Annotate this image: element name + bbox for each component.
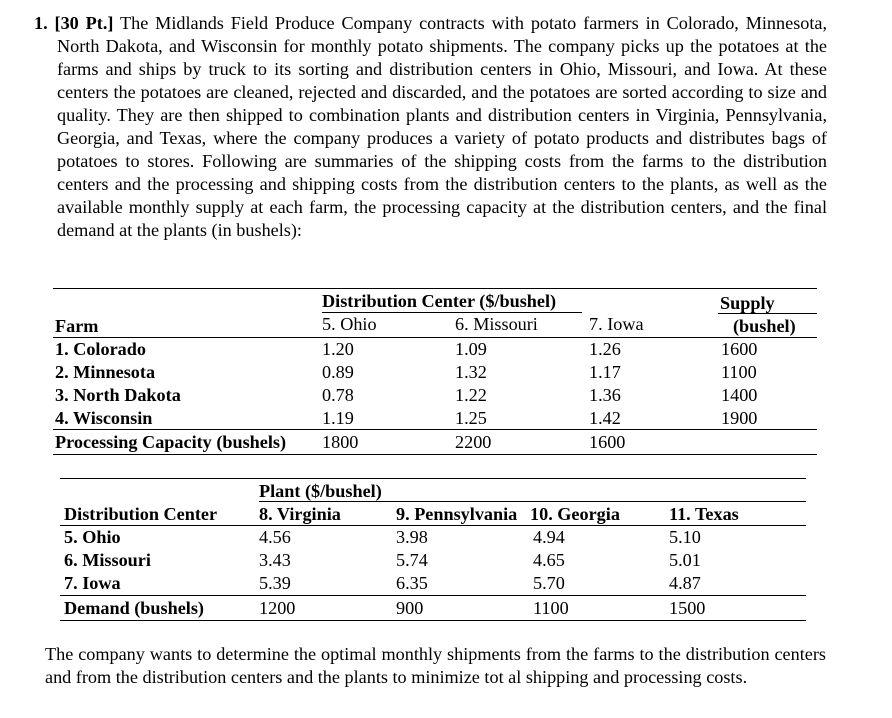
table2-cell: 4.56: [259, 527, 291, 547]
problem-paragraph: [34, 12, 827, 242]
closing-paragraph: The company wants to determine the optimal monthly shipments from the farms to the distribution centers and from the distribution centers and the plants to minimize tot al shipping and processing costs.: [45, 644, 826, 687]
table2-cell: 3.43: [259, 550, 291, 570]
table1-cell: 1.32: [455, 362, 487, 382]
table2-col-georgia: 10. Georgia: [530, 504, 620, 524]
table1-cell: 1.26: [589, 339, 621, 359]
table1-col-missouri: 6. Missouri: [455, 314, 538, 334]
table1-col-iowa: 7. Iowa: [589, 314, 644, 334]
table1-supply-header: Supply: [720, 293, 775, 313]
table2-row-header: Distribution Center: [64, 504, 218, 524]
table1-header-rule: [53, 337, 817, 338]
table1-row-label: 2. Minnesota: [55, 362, 156, 382]
table1-top-rule: [53, 288, 817, 289]
table1-cell: 1.19: [322, 408, 354, 428]
table2-row-label: 7. Iowa: [64, 573, 121, 593]
table1-group-header: Distribution Center ($/bushel): [322, 291, 557, 311]
table1-supply-cell: 1900: [721, 408, 758, 428]
table2-cell: 3.98: [396, 527, 428, 547]
table1-row-label: 4. Wisconsin: [55, 408, 153, 428]
table1-capacity-cell: 2200: [455, 432, 492, 452]
table1-cell: 1.25: [455, 408, 487, 428]
table2-cell: 4.94: [533, 527, 565, 547]
table2-bottom-rule: [60, 620, 806, 621]
table2-row-label: 5. Ohio: [64, 527, 121, 547]
table2-cell: 5.01: [669, 550, 701, 570]
table1-capacity-cell: 1600: [589, 432, 626, 452]
table1-bottom-rule: [53, 454, 817, 455]
problem-text: The Midlands Field Produce Company contracts with potato farmers in Colorado, Minnesota, North Dakota, and Wisconsin for monthly potato shipments. The company picks up the potatoes at the farms and ships by truck to its sorting and distribution centers in Ohio, Missouri, and Iowa. At these centers the potatoes are cleaned, rejected and discarded, and the potatoes are sorted according to size and quality. They are then shipped to combination plants and distribution centers in Virginia, Pennsylvania, Georgia, and Texas, where the company produces a variety of potato products and distributes bags of potatoes to stores. Following are summaries of the shipping costs from the farms to the distribution centers and the processing and shipping costs from the distribution centers to the plants, as well as the available monthly supply at each farm, the processing capacity at the distribution centers, and the final demand at the plants (in bushels):: [57, 13, 828, 240]
table1-cell: 0.89: [322, 362, 354, 382]
table1-cell: 1.36: [589, 385, 621, 405]
table1-body-rule: [53, 429, 817, 430]
problem-statement: [34, 12, 827, 242]
table2-demand-cell: 1500: [669, 598, 706, 618]
table2-col-virginia: 8. Virginia: [259, 504, 341, 524]
table2-cell: 4.65: [533, 550, 565, 570]
table2-group-rule: [259, 501, 806, 502]
table2-cell: 4.87: [669, 573, 701, 593]
table2-cell: 5.39: [259, 573, 291, 593]
table2-demand-cell: 1100: [533, 598, 569, 618]
table2-col-texas: 11. Texas: [669, 504, 739, 524]
table2-cell: 6.35: [396, 573, 428, 593]
table1-row-header: Farm: [55, 316, 99, 336]
table1-supply-rule: [718, 313, 817, 314]
table1-cell: 1.22: [455, 385, 487, 405]
table2-body-rule: [60, 595, 806, 596]
table1-capacity-label: Processing Capacity (bushels): [55, 432, 287, 452]
table1-supply-unit: (bushel): [733, 316, 796, 336]
table2-demand-cell: 900: [396, 598, 424, 618]
table2-col-pennsylvania: 9. Pennsylvania: [396, 504, 518, 524]
table2-cell: 5.74: [396, 550, 428, 570]
table1-cell: 1.42: [589, 408, 621, 428]
table2-top-rule: [60, 478, 806, 479]
table1-cell: 1.20: [322, 339, 354, 359]
table1-cell: 1.09: [455, 339, 487, 359]
table1-capacity-cell: 1800: [322, 432, 359, 452]
table1-supply-cell: 1400: [721, 385, 758, 405]
table2-group-header: Plant ($/bushel): [259, 481, 382, 501]
problem-points: [30 Pt.]: [54, 13, 114, 33]
table2-cell: 5.70: [533, 573, 565, 593]
table1-cell: 0.78: [322, 385, 354, 405]
table2-demand-cell: 1200: [259, 598, 296, 618]
problem-number: 1.: [34, 13, 48, 33]
table1-supply-cell: 1100: [721, 362, 757, 382]
table1-row-label: 3. North Dakota: [55, 385, 181, 405]
table1-cell: 1.17: [589, 362, 621, 382]
table1-supply-cell: 1600: [721, 339, 758, 359]
table1-col-ohio: 5. Ohio: [322, 314, 377, 334]
table2-row-label: 6. Missouri: [64, 550, 151, 570]
table1-row-label: 1. Colorado: [55, 339, 146, 359]
table2-cell: 5.10: [669, 527, 701, 547]
table2-demand-label: Demand (bushels): [64, 598, 204, 618]
